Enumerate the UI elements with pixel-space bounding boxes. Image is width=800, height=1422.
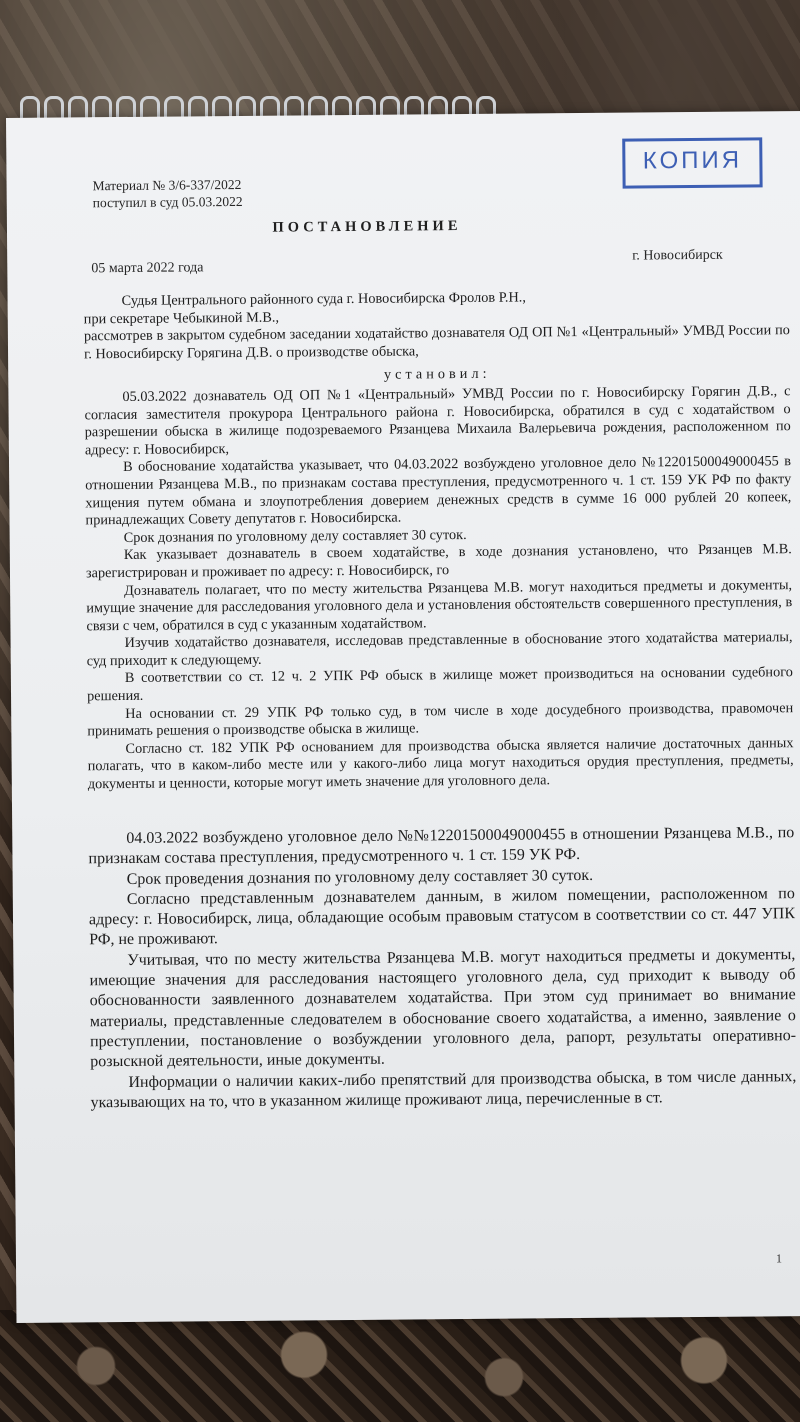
- intro-line: при секретаре Чебыкиной М.В.,: [83, 309, 280, 327]
- paragraph: На основании ст. 29 УПК РФ только суд, в том числе в ходе досудебного производства, правомочен принимать решения о производстве обыска в жилище.: [87, 699, 794, 740]
- intro-line: рассмотрев в закрытом судебном заседании ходатайство дознавателя ОД ОП №1 «Центральный» УМВД России по г. Новосибирску Горягина Д.В. о производстве обыска,: [83, 322, 790, 363]
- paragraph: Согласно ст. 182 УПК РФ основанием для производства обыска является наличие достаточных данных полагать, что в каком-либо месте или у какого-либо лица могут находиться орудия преступления, предметы, документы и ценности, которые могут иметь значение для уголовного дела.: [87, 734, 794, 793]
- paragraph: Срок дознания по уголовному делу составляет 30 суток.: [123, 526, 467, 546]
- fabric-background-bottom: [0, 1310, 800, 1422]
- document-title: ПОСТАНОВЛЕНИЕ: [272, 218, 462, 236]
- paragraph: В соответствии со ст. 12 ч. 2 УПК РФ обыск в жилище может производиться на основании судебного решения.: [86, 664, 793, 705]
- paragraph: Изучив ходатайство дознавателя, исследовав представленные в обоснование этого ходатайства материалы, суд приходит к следующему.: [86, 629, 793, 670]
- page-number: 1: [775, 1251, 783, 1266]
- paragraph: В обоснование ходатайства указывает, что 04.03.2022 возбуждено уголовное дело №12201500049000455 в отношении Рязанцева М.В., по признакам состава преступления, предусмотренного ч. 1 ст. 159 УК РФ по факту хищения путем обмана и злоупотребления доверием денежных средств в сумме 16 000 рублей 20 копеек, принадлежащих Совету депутатов г. Новосибирска.: [85, 453, 792, 529]
- case-number: Материал № 3/6-337/2022: [92, 176, 242, 194]
- paragraph: Учитывая, что по месту жительства Рязанцева М.В. могут находиться предметы и документы, имеющие значения для расследования настоящего уголовного дела, суд приходит к выводу об обоснованности заявленного дознавателем ходатайства. При этом суд принимает во внимание материалы, представленные следователем в обоснование своего ходатайства, а именно, заявление о преступлении, постановление о возбуждении уголовного дела, рапорт, результаты оперативно-розыскной деятельности, иные документы.: [89, 945, 797, 1071]
- copy-stamp: КОПИЯ: [622, 137, 762, 188]
- document-body-top: [84, 287, 794, 794]
- intro-line: Судья Центрального районного суда г. Новосибирска Фролов Р.Н.,: [121, 289, 526, 309]
- document-body-bottom: [88, 823, 796, 1113]
- received-date: поступил в суд 05.03.2022: [92, 193, 243, 211]
- ustanovil-heading: установил:: [383, 366, 491, 384]
- paragraph: Как указывает дознаватель в своем ходатайстве, в ходе дознания установлено, что Рязанцев М.В. зарегистрирован и проживает по адресу: г. Новосибирск, го: [85, 541, 792, 582]
- paragraph: Срок проведения дознания по уголовному делу составляет 30 суток.: [126, 866, 594, 888]
- paragraph: 05.03.2022 дознаватель ОД ОП №1 «Центральный» УМВД России по г. Новосибирску Горягин Д.В., с согласия заместителя прокурора Центрального района г. Новосибирска, обратился в суд с ходатайством о разрешении обыска в жилище подозреваемого Рязанцева Михаила Валерьевича рождения, расположенном по адресу: г. Новосибирск,: [84, 383, 791, 459]
- paragraph: Информации о наличии каких-либо препятствий для производства обыска, в том числе данных, указывающих на то, что в указанном жилище проживают лица, перечисленные в ст.: [90, 1067, 797, 1112]
- document-city: г. Новосибирск: [632, 247, 723, 264]
- paragraph: Согласно представленным дознавателем данным, в жилом помещении, расположенном по адресу: г. Новосибирск, лица, обладающие особым правовым статусом в соответствии со ст. 447 УПК РФ, не проживают.: [88, 885, 796, 949]
- paragraph: Дознаватель полагает, что по месту жительства Рязанцева М.В. могут находиться предметы и документы, имущие значение для расследования уголовного дела и установления обстоятельств совершенного преступления, в связи с чем, обратился в суд с указанным ходатайством.: [86, 576, 793, 635]
- paragraph: 04.03.2022 возбуждено уголовное дело №№12201500049000455 в отношении Рязанцева М.В., по признакам состава преступления, предусмотренного ч. 1 ст. 159 УК РФ.: [88, 824, 795, 868]
- case-meta: [93, 176, 243, 211]
- document-page: [6, 111, 800, 1323]
- document-date: 05 марта 2022 года: [91, 260, 204, 277]
